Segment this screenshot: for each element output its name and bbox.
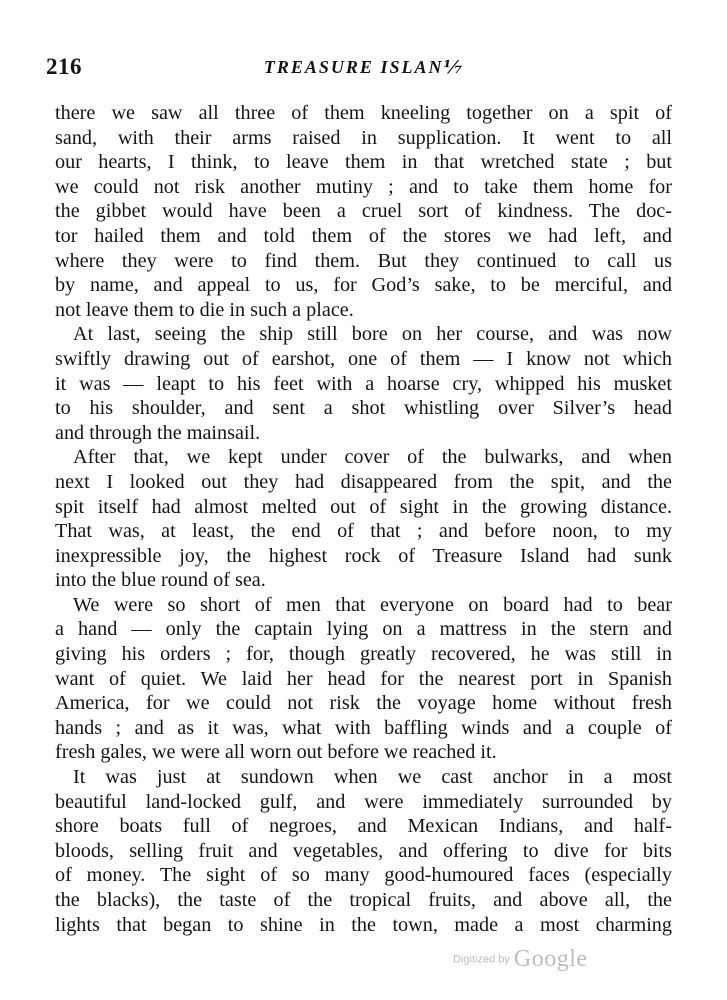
text-line: we could not risk another mutiny ; and to take them home for (55, 175, 672, 198)
paragraph (55, 445, 672, 593)
text-line: It was just at sundown when we cast anchor in a most (73, 766, 672, 789)
text-line: want of quiet. We laid her head for the nearest port in Spanish (55, 667, 672, 690)
text-line: the blacks), the taste of the tropical fruits, and above all, the (55, 889, 672, 911)
text-line: shore boats full of negroes, and Mexican Indians, and half- (55, 815, 672, 838)
body-text (55, 101, 672, 937)
text-line: the gibbet would have been a cruel sort of kindness. The doc- (55, 200, 672, 223)
text-line: a hand — only the captain lying on a mattress in the stern and (55, 618, 672, 641)
running-head: TREASURE ISLAN⅐ (263, 57, 465, 77)
text-line: America, for we could not risk the voyage home without fresh (55, 692, 672, 715)
text-line: to his shoulder, and sent a shot whistling over Silver’s head (55, 397, 672, 420)
text-line: where they were to find them. But they continued to call us (55, 249, 672, 272)
text-line: inexpressible joy, the highest rock of Treasure Island had sunk (55, 544, 672, 567)
text-line: That was, at least, the end of that ; and before noon, to my (55, 520, 672, 543)
text-line: bloods, selling fruit and vegetables, and offering to dive for bits (55, 839, 672, 862)
text-line: our hearts, I think, to leave them in that wretched state ; but (55, 151, 672, 174)
text-line: spit itself had almost melted out of sight in the growing distance. (55, 495, 672, 518)
text-line: and through the mainsail. (55, 421, 261, 444)
text-line: by name, and appeal to us, for God’s sake, to be merciful, and (55, 274, 672, 297)
watermark-prefix: Digitized by (453, 953, 510, 966)
page-header (44, 54, 684, 84)
text-line: lights that began to shine in the town, made a most charming (55, 913, 672, 936)
text-line: After that, we kept under cover of the bulwarks, and when (73, 446, 672, 469)
text-line: We were so short of men that everyone on board had to bear (73, 593, 672, 616)
watermark-brand-logo: Google (513, 946, 588, 972)
paragraph (55, 322, 672, 445)
text-line: giving his orders ; for, though greatly recovered, he was still in (55, 643, 672, 666)
text-line: into the blue round of sea. (55, 569, 266, 592)
text-line: it was — leapt to his feet with a hoarse cry, whipped his musket (55, 372, 672, 395)
text-line: tor hailed them and told them of the stores we had left, and (55, 224, 672, 247)
paragraph (55, 101, 672, 322)
text-line: not leave them to die in such a place. (55, 298, 354, 321)
text-line: of money. The sight of so many good-humoured faces (especially (55, 864, 672, 887)
text-line: hands ; and as it was, what with baffling winds and a couple of (55, 716, 672, 739)
digitized-by-watermark (453, 946, 588, 976)
text-line: At last, seeing the ship still bore on her course, and was now (73, 323, 672, 346)
text-line: beautiful land-locked gulf, and were immediately surrounded by (55, 790, 672, 813)
paragraph (55, 765, 672, 937)
text-line: swiftly drawing out of earshot, one of them — I know not which (55, 347, 672, 370)
paragraph (55, 593, 672, 765)
page-number: 216 (46, 54, 82, 79)
text-line: there we saw all three of them kneeling together on a spit of (55, 102, 672, 124)
text-line: fresh gales, we were all worn out before we reached it. (55, 741, 497, 764)
text-line: next I looked out they had disappeared from the spit, and the (55, 470, 672, 493)
text-line: sand, with their arms raised in supplication. It went to all (55, 126, 672, 149)
